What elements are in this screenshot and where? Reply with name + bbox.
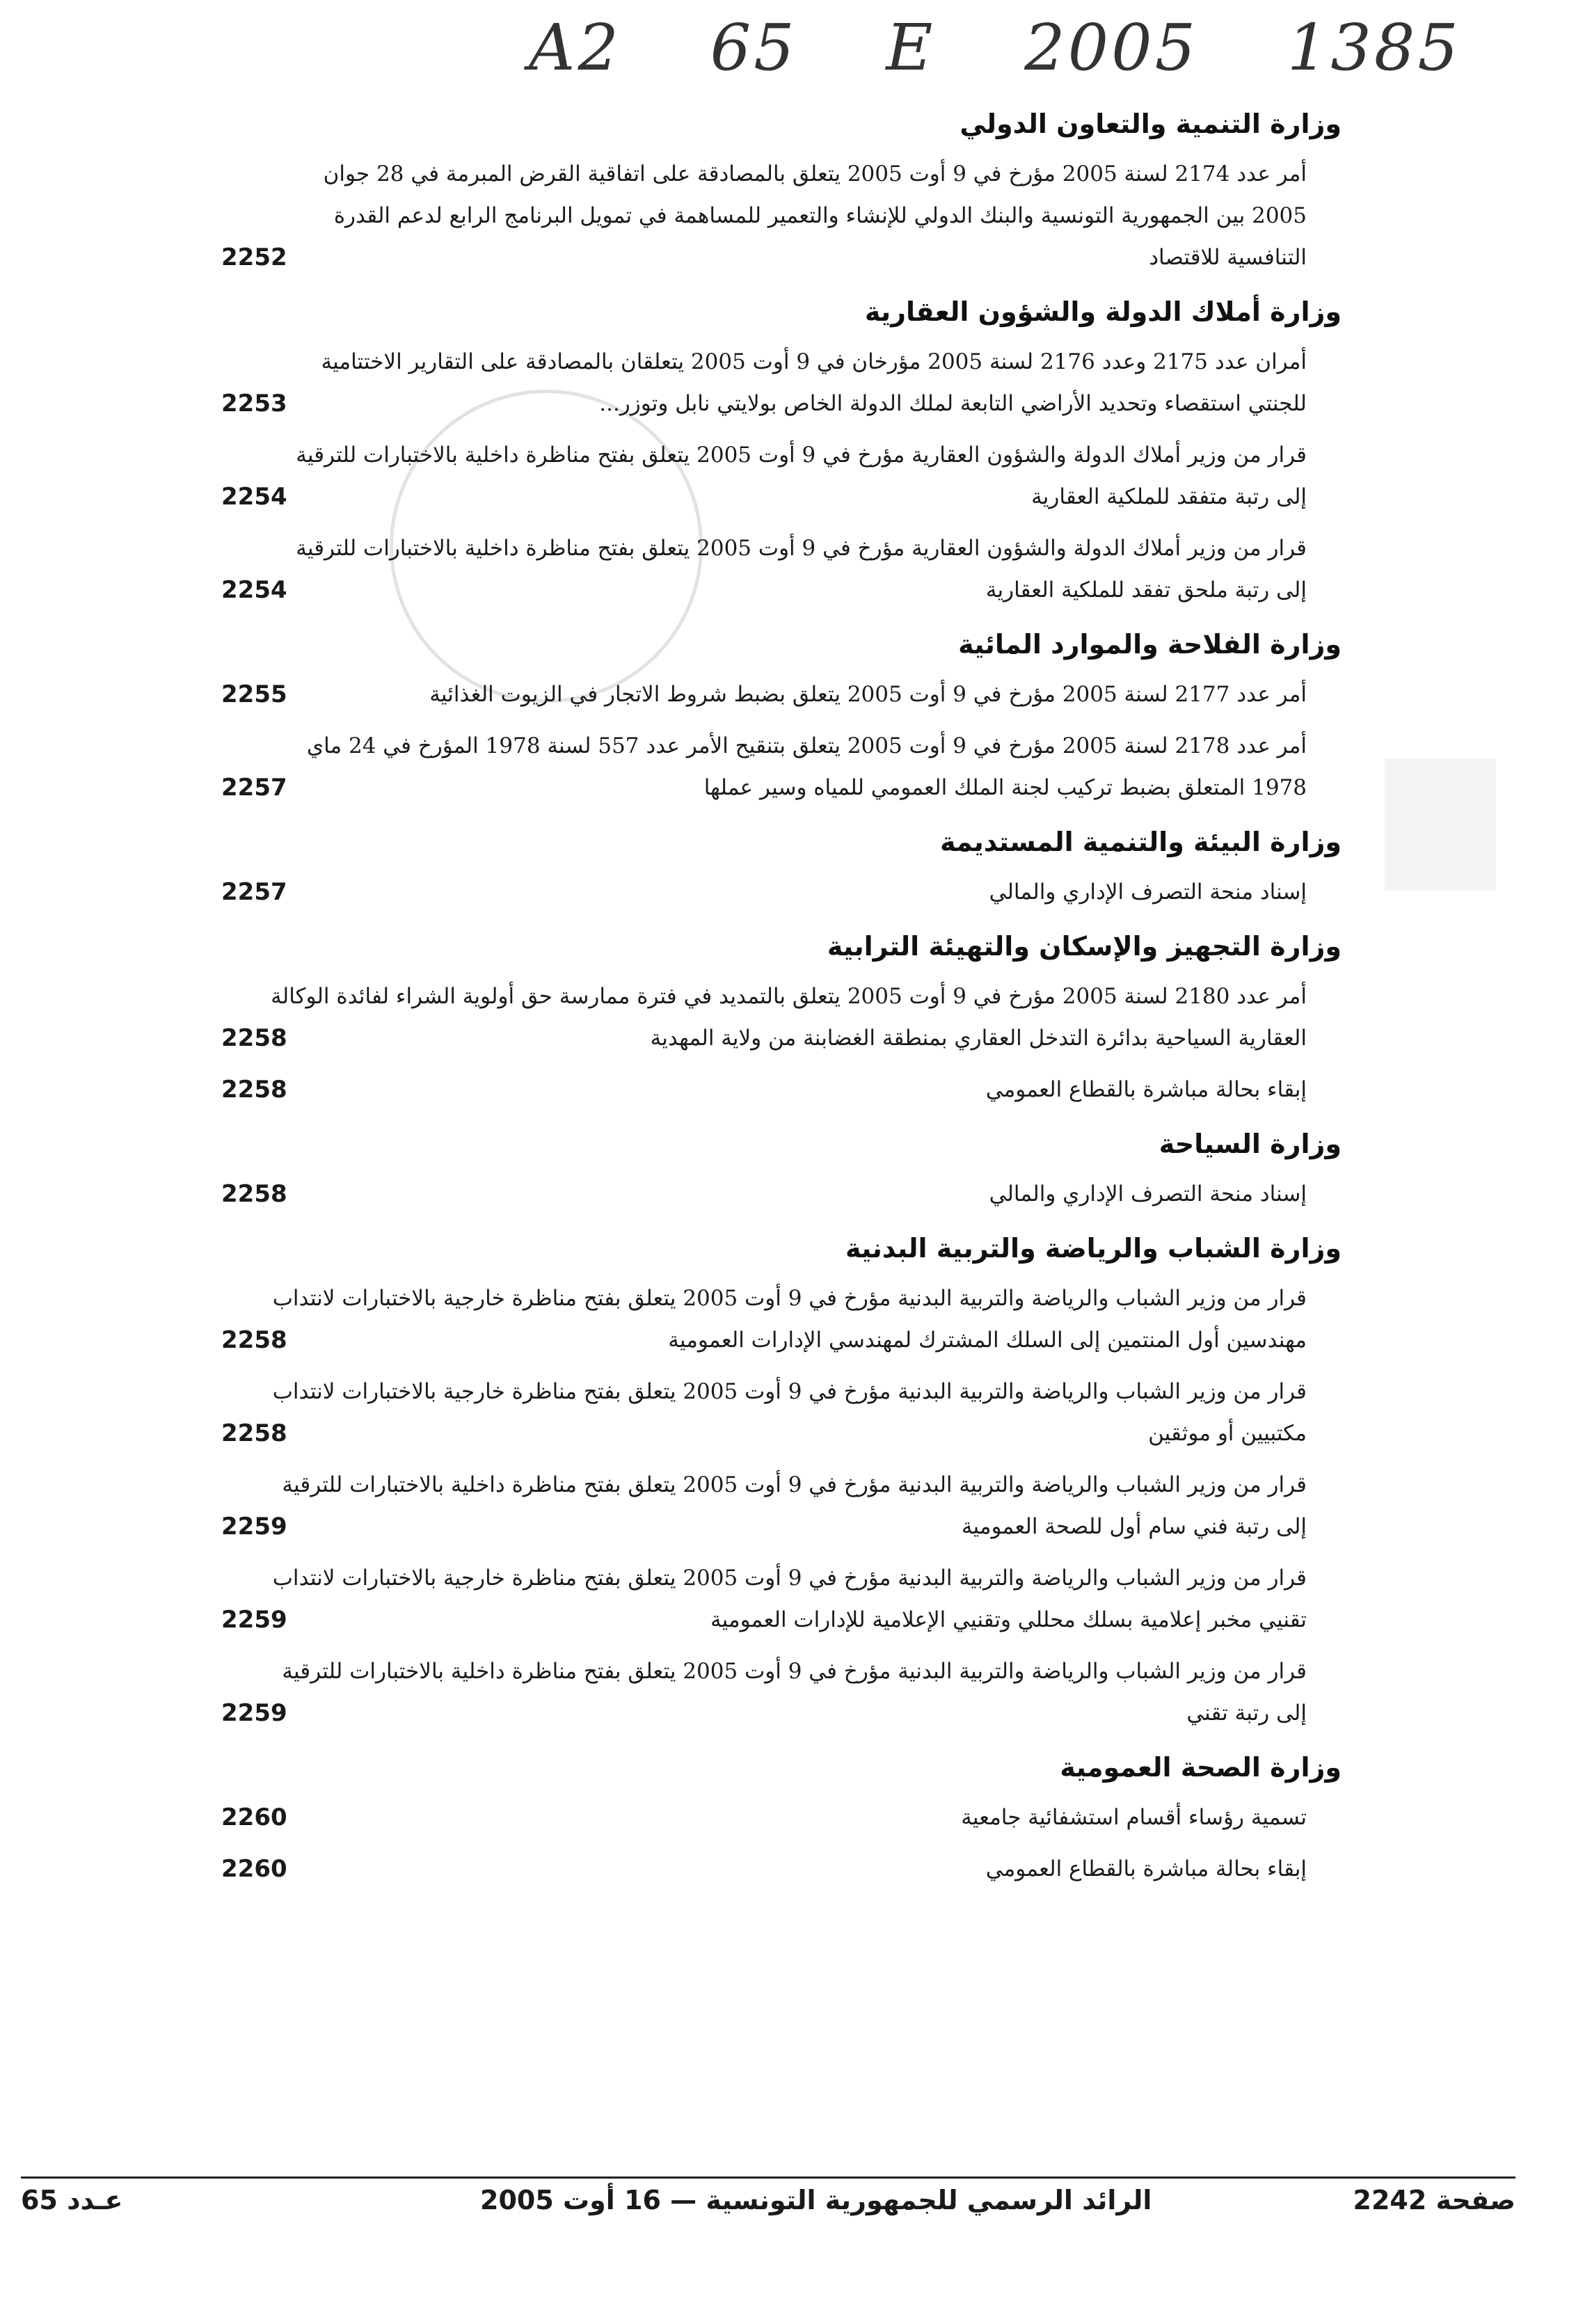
toc-entry bbox=[221, 674, 1342, 715]
ministry-heading: وزارة أملاك الدولة والشؤون العقارية bbox=[864, 296, 1342, 327]
entry-page-number: 2258 bbox=[221, 1024, 287, 1052]
entry-text: قرار من وزير الشباب والرياضة والتربية البدنية مؤرخ في 9 أوت 2005 يتعلق بفتح مناظرة خارجية بالاختبارات لانتداب مكتبيين أو موثقين bbox=[272, 1379, 1307, 1446]
entry-page-number: 2259 bbox=[221, 1513, 287, 1541]
entry-text: إسناد منحة التصرف الإداري والمالي bbox=[989, 1181, 1307, 1207]
handwritten-year: 2005 bbox=[1024, 10, 1199, 85]
entry-text: أمر عدد 2177 لسنة 2005 مؤرخ في 9 أوت 2005 يتعلق بضبط شروط الاتجار في الزيوت الغذائية bbox=[429, 682, 1307, 707]
ministry-heading: وزارة التنمية والتعاون الدولي bbox=[960, 109, 1342, 139]
footer-rule bbox=[21, 2176, 1515, 2179]
handwritten-letter: E bbox=[886, 10, 936, 85]
toc-entry bbox=[221, 1173, 1342, 1215]
toc-entry bbox=[221, 1464, 1342, 1547]
toc-entry bbox=[221, 1797, 1342, 1838]
entry-page-number: 2259 bbox=[221, 1606, 287, 1634]
entry-text: أمران عدد 2175 وعدد 2176 لسنة 2005 مؤرخان في 9 أوت 2005 يتعلقان بالمصادقة على التقارير الاختتامية للجنتي استقصاء وتحديد الأراضي التابعة لملك الدولة الخاص بولايتي نابل وتوزر... bbox=[321, 349, 1307, 416]
entry-text: إبقاء بحالة مباشرة بالقطاع العمومي bbox=[985, 1077, 1307, 1102]
entry-text: قرار من وزير أملاك الدولة والشؤون العقارية مؤرخ في 9 أوت 2005 يتعلق بفتح مناظرة داخلية بالاختبارات للترقية إلى رتبة متفقد للملكية العقارية bbox=[296, 443, 1307, 509]
entry-page-number: 2258 bbox=[221, 1076, 287, 1104]
handwritten-code: A2 bbox=[529, 10, 621, 85]
page-number: صفحة 2242 bbox=[1353, 2185, 1515, 2215]
entry-page-number: 2254 bbox=[221, 576, 287, 604]
toc-entry bbox=[221, 976, 1342, 1059]
entry-page-number: 2257 bbox=[221, 774, 287, 802]
entry-text: أمر عدد 2180 لسنة 2005 مؤرخ في 9 أوت 2005 يتعلق بالتمديد في فترة ممارسة حق أولوية الشراء لفائدة الوكالة العقارية السياحية بدائرة التدخل العقاري بمنطقة الغضابنة من ولاية المهدية bbox=[271, 984, 1307, 1051]
entry-page-number: 2259 bbox=[221, 1699, 287, 1727]
entry-page-number: 2254 bbox=[221, 483, 287, 511]
handwritten-issue: 65 bbox=[710, 10, 797, 85]
ministry-heading: وزارة البيئة والتنمية المستديمة bbox=[939, 827, 1342, 857]
ministry-heading: وزارة الشباب والرياضة والتربية البدنية bbox=[845, 1233, 1342, 1264]
handwritten-annotation bbox=[529, 6, 1461, 89]
entry-text: إسناد منحة التصرف الإداري والمالي bbox=[989, 880, 1307, 905]
entry-text: تسمية رؤساء أقسام استشفائية جامعية bbox=[961, 1805, 1307, 1830]
entry-page-number: 2253 bbox=[221, 390, 287, 417]
faded-stamp-block bbox=[1385, 758, 1496, 891]
entry-page-number: 2260 bbox=[221, 1855, 287, 1883]
toc-entry bbox=[221, 341, 1342, 424]
toc-entry bbox=[221, 1371, 1342, 1454]
issue-number: عـدد 65 bbox=[21, 2185, 123, 2215]
entry-page-number: 2258 bbox=[221, 1326, 287, 1354]
toc-entry bbox=[221, 527, 1342, 611]
entry-text: قرار من وزير الشباب والرياضة والتربية البدنية مؤرخ في 9 أوت 2005 يتعلق بفتح مناظرة خارجية بالاختبارات لانتداب مهندسين أول المنتمين إلى السلك المشترك لمهندسي الإدارات العمومية bbox=[272, 1286, 1307, 1353]
entry-text: أمر عدد 2174 لسنة 2005 مؤرخ في 9 أوت 2005 يتعلق بالمصادقة على اتفاقية القرض المبرمة في 28 جوان 2005 بين الجمهورية التونسية والبنك الدولي للإنشاء والتعمير للمساهمة في تمويل البرنامج الرابع لدعم القدرة التنافسية للاقتصاد bbox=[323, 161, 1307, 270]
entry-text: قرار من وزير الشباب والرياضة والتربية البدنية مؤرخ في 9 أوت 2005 يتعلق بفتح مناظرة داخلية بالاختبارات للترقية إلى رتبة تقني bbox=[282, 1659, 1307, 1726]
entry-page-number: 2258 bbox=[221, 1180, 287, 1208]
page-footer bbox=[21, 2185, 1515, 2234]
toc-entry bbox=[221, 153, 1342, 278]
entry-text: قرار من وزير الشباب والرياضة والتربية البدنية مؤرخ في 9 أوت 2005 يتعلق بفتح مناظرة داخلية بالاختبارات للترقية إلى رتبة فني سام أول للصحة العمومية bbox=[282, 1472, 1307, 1539]
toc-entry bbox=[221, 725, 1342, 809]
toc-entry bbox=[221, 871, 1342, 913]
entry-page-number: 2257 bbox=[221, 878, 287, 906]
entry-text: قرار من وزير أملاك الدولة والشؤون العقارية مؤرخ في 9 أوت 2005 يتعلق بفتح مناظرة داخلية بالاختبارات للترقية إلى رتبة ملحق تفقد للملكية العقارية bbox=[296, 536, 1307, 603]
entry-page-number: 2255 bbox=[221, 681, 287, 708]
entry-text: قرار من وزير الشباب والرياضة والتربية البدنية مؤرخ في 9 أوت 2005 يتعلق بفتح مناظرة خارجية بالاختبارات لانتداب تقنيي مخبر إعلامية بسلك محللي وتقنيي الإعلامية للإدارات العمومية bbox=[272, 1566, 1307, 1632]
toc-entry bbox=[221, 1650, 1342, 1734]
toc-entry bbox=[221, 1069, 1342, 1111]
toc-entry bbox=[221, 434, 1342, 518]
ministry-heading: وزارة التجهيز والإسكان والتهيئة الترابية bbox=[827, 931, 1342, 962]
ministry-heading: وزارة الفلاحة والموارد المائية bbox=[958, 629, 1342, 660]
toc-entry bbox=[221, 1557, 1342, 1641]
entry-text: إبقاء بحالة مباشرة بالقطاع العمومي bbox=[985, 1856, 1307, 1881]
ministry-heading: وزارة الصحة العمومية bbox=[1060, 1752, 1342, 1783]
ministry-heading: وزارة السياحة bbox=[1159, 1129, 1342, 1159]
table-of-contents bbox=[221, 90, 1342, 1900]
entry-page-number: 2258 bbox=[221, 1419, 287, 1447]
toc-entry bbox=[221, 1278, 1342, 1361]
entry-page-number: 2260 bbox=[221, 1804, 287, 1831]
toc-entry bbox=[221, 1848, 1342, 1890]
handwritten-number: 1385 bbox=[1287, 10, 1461, 85]
journal-title: الرائد الرسمي للجمهورية التونسية — 16 أوت 2005 bbox=[480, 2185, 1152, 2215]
entry-text: أمر عدد 2178 لسنة 2005 مؤرخ في 9 أوت 2005 يتعلق بتنقيح الأمر عدد 557 لسنة 1978 المؤرخ في 24 ماي 1978 المتعلق بضبط تركيب لجنة الملك العمومي للمياه وسير عملها bbox=[306, 733, 1307, 800]
entry-page-number: 2252 bbox=[221, 244, 287, 271]
